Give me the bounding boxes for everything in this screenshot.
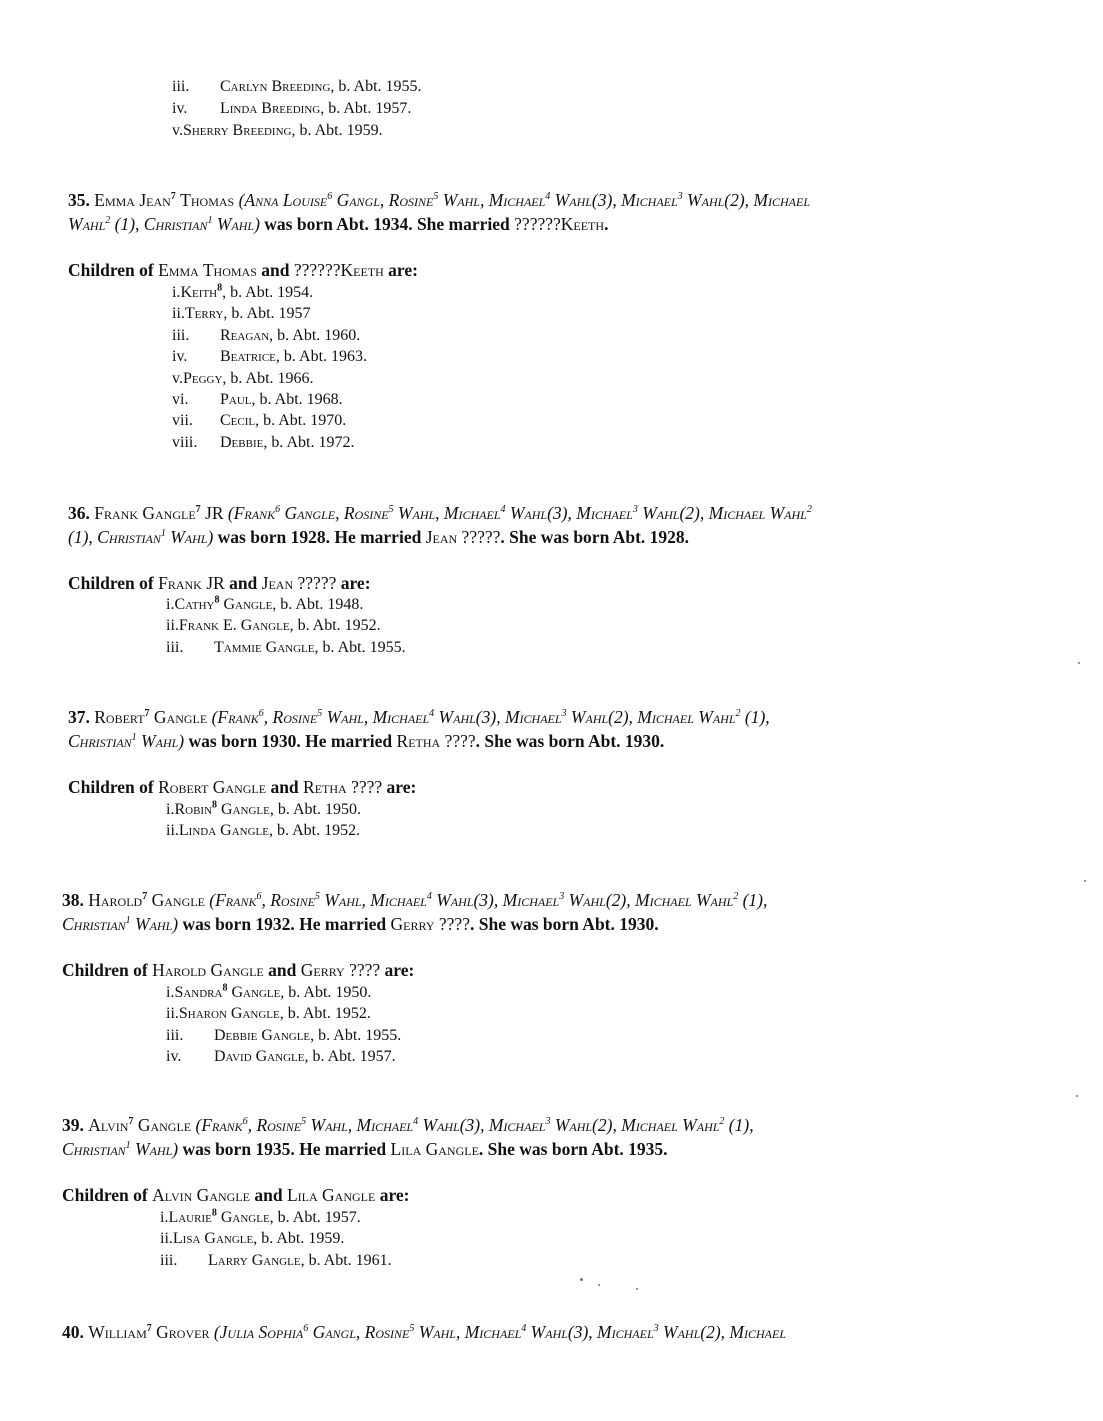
children-intro-label: Children of — [68, 260, 159, 280]
child-name: Tammie Gangle — [214, 638, 315, 656]
child-name: Laurie — [168, 1209, 212, 1226]
child-roman-numeral: iii. — [166, 1026, 184, 1044]
entry-number: 39. — [62, 1115, 84, 1135]
lineage-ancestry: (Frank$^6$ Gangle, Rosine$^5$ Wahl, Michael$^4$ Wahl(3), Michael$^3$ Wahl(2), Michael Wahl$^2$ — [227, 503, 812, 523]
entry-detail-line — [62, 1139, 668, 1159]
child-list-item — [172, 100, 411, 118]
scan-artifact — [598, 1284, 600, 1286]
birth-marriage-text: was born 1928. He married — [213, 527, 426, 547]
entry-detail-line — [68, 731, 664, 751]
generation-number: 7 — [146, 1323, 152, 1335]
child-list-item — [166, 1005, 371, 1023]
child-name: Cathy — [174, 596, 215, 613]
spouse-name: ??????Keeth — [514, 214, 605, 234]
child-list-item — [172, 434, 354, 452]
parent-two-name: ??????Keeth — [293, 260, 384, 280]
person-name: William — [88, 1322, 147, 1342]
child-name: David Gangle — [214, 1048, 305, 1066]
children-intro-label: Children of — [68, 777, 159, 797]
child-birth-info: , b. Abt. 1954. — [222, 284, 314, 301]
entry-number: 35. — [68, 190, 90, 210]
lineage-ancestry-cont: (1), Christian$^1$ Wahl) — [68, 527, 214, 547]
scan-artifact — [580, 1278, 583, 1281]
spouse-birth-text: . — [604, 214, 609, 234]
children-intro-label: Children of — [62, 1185, 153, 1205]
are-label: are: — [382, 777, 417, 797]
parent-two-name: Gerry ???? — [300, 960, 381, 980]
spouse-name: Retha ???? — [396, 731, 476, 751]
child-name: Paul — [220, 391, 252, 408]
person-name: Robert — [94, 707, 145, 727]
person-name: Emma Jean — [94, 190, 171, 210]
child-surname: Gangle — [217, 801, 270, 818]
child-birth-info: , b. Abt. 1955. — [330, 78, 422, 95]
child-list-item — [166, 1027, 401, 1045]
parent-one-name: Harold Gangle — [152, 960, 264, 980]
child-roman-numeral: ii. — [166, 1005, 179, 1023]
child-birth-info: , b. Abt. 1952. — [289, 617, 381, 635]
children-heading — [68, 777, 416, 797]
generation-number: 8 — [222, 982, 228, 994]
are-label: are: — [375, 1185, 410, 1205]
child-birth-info: , b. Abt. 1963. — [275, 348, 368, 366]
child-list-item — [172, 78, 422, 96]
generation-number: 7 — [142, 891, 148, 903]
generation-number: 8 — [217, 282, 223, 294]
spouse-name: Jean ????? — [425, 527, 501, 547]
child-roman-numeral: ii. — [166, 617, 179, 635]
person-name: Alvin — [88, 1115, 129, 1135]
parent-one-name: Robert Gangle — [158, 777, 267, 797]
child-roman-numeral: i. — [172, 284, 181, 301]
entry-heading-line — [62, 1115, 754, 1135]
scan-artifact — [1076, 1095, 1078, 1097]
child-list-item — [172, 327, 360, 345]
child-roman-numeral: v. — [172, 369, 183, 387]
person-name: Frank Gangle — [94, 503, 196, 523]
child-list-item — [166, 596, 363, 614]
child-name: Peggy — [182, 369, 223, 387]
lineage-ancestry: (Julia Sophia$^6$ Gangl, Rosine$^5$ Wahl, Michael$^4$ Wahl(3), Michael$^3$ Wahl(2), Michael — [213, 1322, 786, 1342]
child-list-item — [166, 639, 406, 657]
birth-marriage-text: was born Abt. 1934. She married — [259, 214, 515, 234]
child-birth-info: , b. Abt. 1966. — [222, 369, 314, 387]
child-birth-info: , b. Abt. 1968. — [251, 391, 343, 408]
entry-detail-line — [68, 214, 608, 234]
child-name: Sharon Gangle — [178, 1005, 280, 1023]
child-roman-numeral: iv. — [172, 100, 188, 117]
entry-heading-line — [62, 890, 767, 910]
entry-heading-line — [68, 190, 810, 210]
scan-artifact — [1084, 880, 1086, 882]
child-list-item — [160, 1252, 392, 1270]
child-name: Larry Gangle — [208, 1251, 301, 1269]
lineage-ancestry-cont: Wahl$^2$ (1), Christian$^1$ Wahl) — [68, 214, 260, 234]
spouse-birth-text: . She was born Abt. 1930. — [469, 914, 659, 934]
child-birth-info: , b. Abt. 1960. — [269, 326, 361, 344]
parent-one-name: Alvin Gangle — [152, 1185, 250, 1205]
child-list-item — [166, 801, 361, 819]
parent-two-name: Retha ???? — [303, 777, 383, 797]
parent-one-name: Emma Thomas — [158, 260, 257, 280]
child-birth-info: , b. Abt. 1948. — [272, 596, 364, 613]
child-birth-info: , b. Abt. 1955. — [310, 1026, 402, 1044]
generation-number: 8 — [211, 1207, 217, 1219]
lineage-ancestry-cont: Christian$^1$ Wahl) — [68, 731, 185, 751]
scan-artifact — [636, 1288, 638, 1290]
are-label: are: — [383, 260, 418, 280]
child-surname: Gangle — [219, 596, 273, 613]
and-label: and — [263, 960, 301, 980]
child-roman-numeral: i. — [160, 1209, 169, 1226]
child-name: Frank E. Gangle — [178, 617, 290, 635]
person-name: Harold — [88, 890, 143, 910]
child-name: Beatrice — [220, 348, 276, 366]
child-roman-numeral: ii. — [160, 1230, 173, 1248]
child-roman-numeral: v. — [172, 122, 183, 139]
parent-one-name: Frank JR — [158, 573, 225, 593]
person-surname: Grover — [156, 1322, 210, 1342]
parent-two-name: Jean ????? — [261, 573, 337, 593]
person-surname: JR — [205, 503, 224, 523]
children-heading — [68, 573, 371, 593]
child-list-item — [172, 284, 313, 302]
entry-heading-line — [62, 1322, 786, 1342]
entry-number: 40. — [62, 1322, 84, 1342]
child-birth-info: , b. Abt. 1970. — [255, 412, 347, 430]
child-birth-info: , b. Abt. 1957. — [304, 1048, 396, 1066]
generation-number: 7 — [128, 1116, 134, 1128]
child-birth-info: , b. Abt. 1950. — [269, 801, 361, 818]
and-label: and — [266, 777, 304, 797]
child-birth-info: , b. Abt. 1972. — [263, 433, 355, 451]
are-label: are: — [380, 960, 415, 980]
lineage-ancestry-cont: Christian$^1$ Wahl) — [62, 914, 179, 934]
person-surname: Thomas — [180, 190, 235, 210]
child-birth-info: , b. Abt. 1959. — [253, 1230, 345, 1248]
and-label: and — [249, 1185, 287, 1205]
parent-two-name: Lila Gangle — [286, 1185, 376, 1205]
generation-number: 8 — [214, 594, 220, 606]
child-name: Keith — [180, 284, 218, 301]
child-roman-numeral: vii. — [172, 412, 193, 430]
child-surname: Gangle — [216, 1209, 270, 1226]
child-roman-numeral: ii. — [166, 822, 179, 840]
child-name: Linda Gangle — [178, 822, 269, 840]
spouse-birth-text: . She was born Abt. 1928. — [500, 527, 690, 547]
and-label: and — [224, 573, 262, 593]
child-roman-numeral: ii. — [172, 305, 185, 323]
scan-artifact — [1078, 662, 1080, 664]
child-list-item — [172, 412, 346, 430]
entry-heading-line — [68, 707, 770, 727]
child-list-item — [166, 1048, 396, 1066]
child-birth-info: , b. Abt. 1950. — [280, 984, 372, 1001]
child-birth-info: , b. Abt. 1952. — [279, 1005, 371, 1023]
lineage-ancestry-cont: Christian$^1$ Wahl) — [62, 1139, 179, 1159]
child-roman-numeral: i. — [166, 596, 175, 613]
spouse-name: Lila Gangle — [390, 1139, 479, 1159]
birth-marriage-text: was born 1932. He married — [178, 914, 391, 934]
child-name: Linda Breeding — [220, 100, 321, 117]
child-list-item — [166, 984, 371, 1002]
child-birth-info: , b. Abt. 1957 — [223, 305, 311, 323]
children-heading — [62, 960, 414, 980]
child-name: Terry — [184, 305, 224, 323]
child-roman-numeral: iii. — [172, 326, 190, 344]
child-name: Debbie — [220, 433, 264, 451]
child-list-item — [160, 1230, 344, 1248]
children-heading — [68, 260, 418, 280]
child-roman-numeral: iv. — [166, 1048, 182, 1066]
child-name: Carlyn Breeding — [220, 78, 331, 95]
child-list-item — [172, 391, 343, 409]
child-roman-numeral: iii. — [172, 78, 190, 95]
child-roman-numeral: iv. — [172, 348, 188, 366]
child-roman-numeral: vi. — [172, 391, 189, 408]
person-surname: Gangle — [137, 1115, 192, 1135]
child-list-item — [160, 1209, 361, 1227]
child-birth-info: , b. Abt. 1959. — [291, 122, 383, 139]
children-heading — [62, 1185, 409, 1205]
entry-number: 36. — [68, 503, 90, 523]
entry-number: 37. — [68, 707, 90, 727]
spouse-name: Gerry ???? — [390, 914, 470, 934]
child-name: Reagan — [220, 326, 270, 344]
children-intro-label: Children of — [68, 573, 159, 593]
child-birth-info: , b. Abt. 1955. — [314, 638, 406, 656]
spouse-birth-text: . She was born Abt. 1930. — [475, 731, 665, 751]
lineage-ancestry: (Frank$^6$, Rosine$^5$ Wahl, Michael$^4$ Wahl(3), Michael$^3$ Wahl(2), Michael Wahl$^2$ (1), — [195, 1115, 754, 1135]
birth-marriage-text: was born 1930. He married — [184, 731, 397, 751]
child-name: Sandra — [174, 984, 223, 1001]
child-roman-numeral: iii. — [160, 1251, 178, 1269]
generation-number: 8 — [212, 799, 218, 811]
lineage-ancestry: (Anna Louise$^6$ Gangl, Rosine$^5$ Wahl, Michael$^4$ Wahl(3), Michael$^3$ Wahl(2), Michael — [238, 190, 811, 210]
child-birth-info: , b. Abt. 1952. — [268, 822, 361, 840]
child-name: Lisa Gangle — [172, 1230, 254, 1248]
child-roman-numeral: i. — [166, 984, 175, 1001]
child-name: Sherry Breeding — [182, 122, 292, 139]
child-birth-info: , b. Abt. 1961. — [300, 1251, 392, 1269]
and-label: and — [256, 260, 294, 280]
child-birth-info: , b. Abt. 1957. — [320, 100, 412, 117]
are-label: are: — [336, 573, 371, 593]
generation-number: 7 — [195, 504, 201, 516]
child-birth-info: , b. Abt. 1957. — [269, 1209, 361, 1226]
entry-number: 38. — [62, 890, 84, 910]
children-intro-label: Children of — [62, 960, 153, 980]
child-list-item — [172, 122, 383, 140]
child-list-item — [172, 305, 311, 323]
child-list-item — [166, 822, 360, 840]
person-surname: Gangle — [153, 707, 208, 727]
child-roman-numeral: i. — [166, 801, 175, 818]
child-list-item — [172, 348, 367, 366]
entry-detail-line — [62, 914, 659, 934]
child-roman-numeral: iii. — [166, 638, 184, 656]
generation-number: 7 — [170, 191, 176, 203]
child-list-item — [166, 617, 381, 635]
child-name: Cecil — [220, 412, 256, 430]
lineage-ancestry: (Frank$^6$, Rosine$^5$ Wahl, Michael$^4$ Wahl(3), Michael$^3$ Wahl(2), Michael Wahl$^2$ (1), — [209, 890, 768, 910]
lineage-ancestry: (Frank$^6$, Rosine$^5$ Wahl, Michael$^4$ Wahl(3), Michael$^3$ Wahl(2), Michael Wahl$^2$ (1), — [211, 707, 770, 727]
child-surname: Gangle — [227, 984, 281, 1001]
person-surname: Gangle — [151, 890, 205, 910]
entry-detail-line — [68, 527, 689, 547]
spouse-birth-text: . She was born Abt. 1935. — [478, 1139, 668, 1159]
generation-number: 7 — [144, 708, 150, 720]
child-roman-numeral: viii. — [172, 433, 198, 451]
child-list-item — [172, 370, 314, 388]
child-name: Robin — [174, 801, 213, 818]
birth-marriage-text: was born 1935. He married — [178, 1139, 391, 1159]
child-name: Debbie Gangle — [214, 1026, 311, 1044]
entry-heading-line — [68, 503, 812, 523]
